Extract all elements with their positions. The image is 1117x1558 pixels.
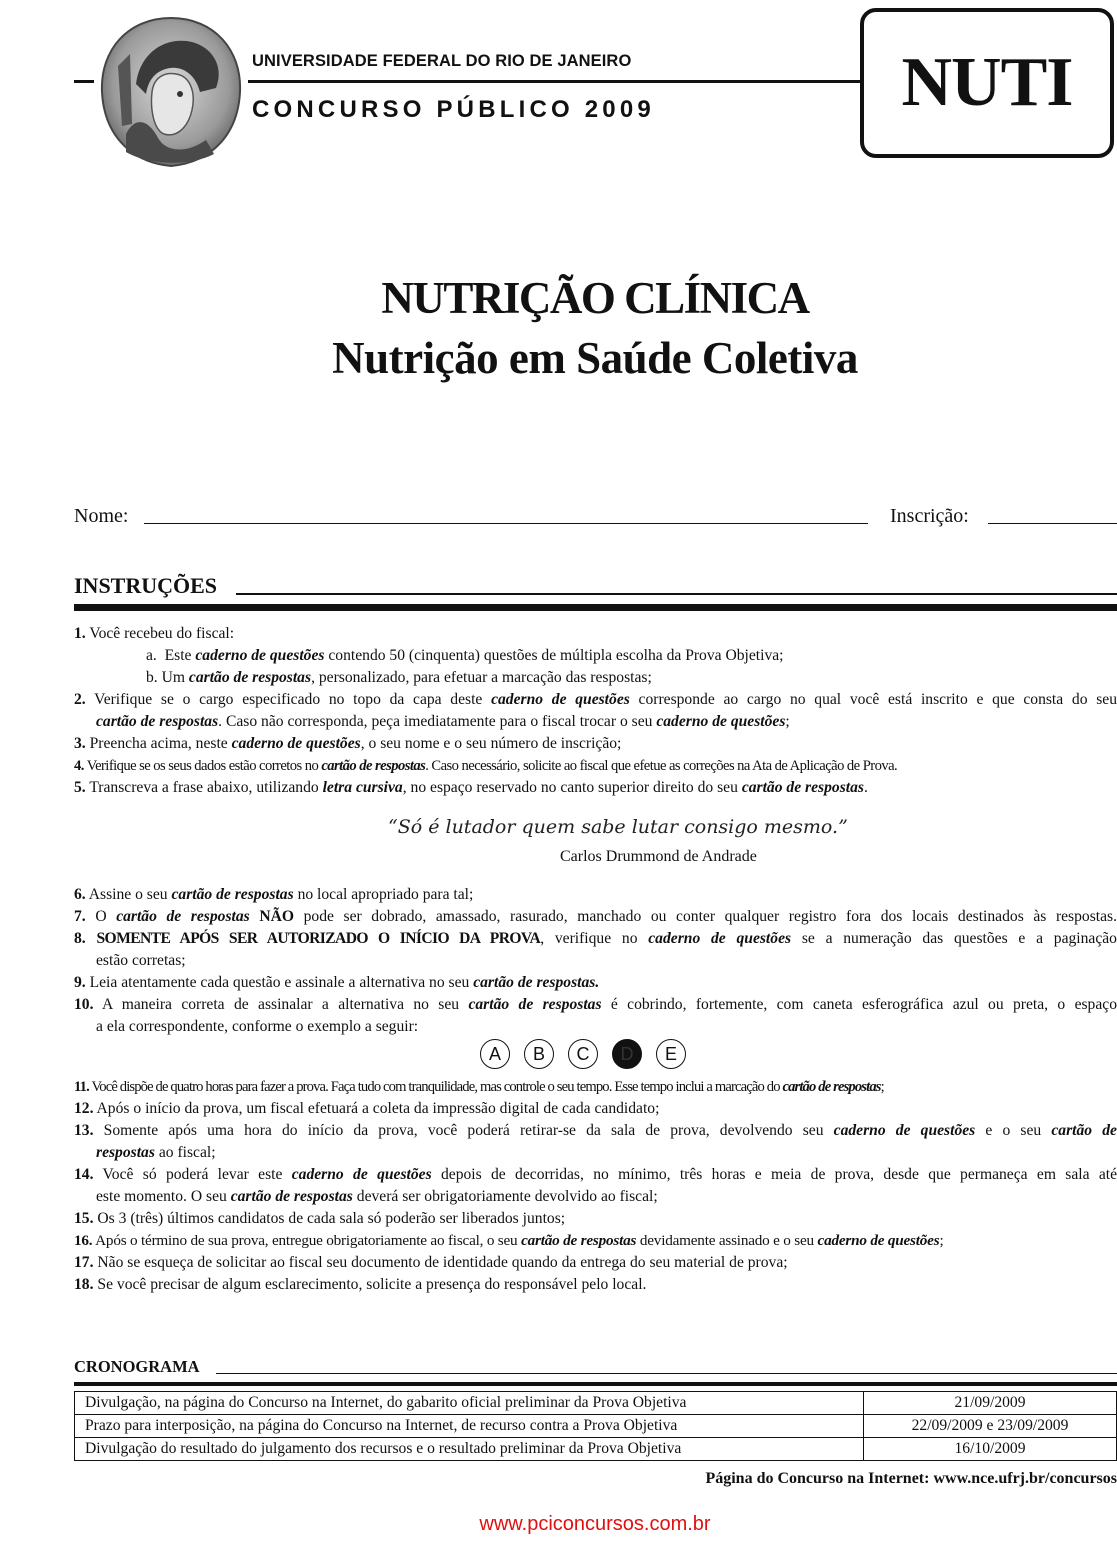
table-row	[75, 1415, 1117, 1438]
exam-code: NUTI	[901, 44, 1073, 121]
schedule-event: Divulgação do resultado do julgamento dos recursos e o resultado preliminar da Prova Objetiva	[75, 1438, 864, 1461]
schedule-table	[74, 1391, 1117, 1461]
table-row	[75, 1392, 1117, 1415]
schedule-heading: CRONOGRAMA	[74, 1357, 200, 1376]
instruction-3: 3. Preencha acima, neste caderno de questões, o seu nome e o seu número de inscrição;	[74, 735, 622, 752]
answer-example	[480, 1039, 686, 1069]
contest-website: Página do Concurso na Internet: www.nce.ufrj.br/concursos	[705, 1470, 1117, 1487]
answer-bubble-d-filled: D	[612, 1039, 642, 1069]
instructions-heading: INSTRUÇÕES	[74, 573, 218, 598]
table-row	[75, 1438, 1117, 1461]
answer-bubble-c: C	[568, 1039, 598, 1069]
quote: “Só é lutador quem sabe lutar consigo mesmo.”	[388, 816, 848, 838]
header-rule	[248, 80, 860, 83]
university-name: UNIVERSIDADE FEDERAL DO RIO DE JANEIRO	[252, 52, 632, 70]
instruction-1a: a. Este caderno de questões contendo 50 (cinquenta) questões de múltipla escolha da Prova Objetiva;	[146, 647, 784, 664]
header-rule-left	[74, 80, 94, 83]
instructions-rule-thick	[74, 604, 1117, 611]
schedule-date: 22/09/2009 e 23/09/2009	[864, 1415, 1117, 1438]
instruction-16: 16. Após o término de sua prova, entregue obrigatoriamente ao fiscal, o seu cartão de respostas devidamente assinado e o seu caderno de questões;	[74, 1232, 944, 1249]
instruction-8-cont: estão corretas;	[96, 952, 186, 969]
instruction-14: 14. Você só poderá levar este caderno de questões depois de decorridas, no mínimo, três horas e meia de prova, desde que permaneça em sala até	[74, 1166, 1117, 1183]
instruction-12: 12. Após o início da prova, um fiscal efetuará a coleta da impressão digital de cada candidato;	[74, 1100, 660, 1117]
instruction-7: 7. O cartão de respostas NÃO pode ser dobrado, amassado, rasurado, manchado ou conter qualquer registro fora dos locais destinados às respostas.	[74, 908, 1117, 925]
name-label: Nome:	[74, 505, 129, 527]
instruction-1b: b. Um cartão de respostas, personalizado, para efetuar a marcação das respostas;	[146, 669, 652, 686]
registration-label: Inscrição:	[890, 505, 969, 527]
schedule-date: 16/10/2009	[864, 1438, 1117, 1461]
name-field[interactable]	[144, 523, 868, 524]
schedule-rule-thick	[74, 1382, 1117, 1386]
instruction-2: 2. Verifique se o cargo especificado no topo da capa deste caderno de questões corresponde ao cargo no qual você está inscrito e que consta do seu	[74, 691, 1117, 708]
instruction-8: 8. SOMENTE APÓS SER AUTORIZADO O INÍCIO DA PROVA, verifique no caderno de questões se a numeração das questões e a paginação	[74, 930, 1117, 947]
university-logo	[96, 14, 246, 170]
exam-code-box	[860, 8, 1114, 158]
instruction-1: 1. Você recebeu do fiscal:	[74, 625, 235, 642]
instruction-18: 18. Se você precisar de algum esclarecimento, solicite a presença do responsável pelo local.	[74, 1276, 647, 1293]
schedule-event: Divulgação, na página do Concurso na Internet, do gabarito oficial preliminar da Prova Objetiva	[75, 1392, 864, 1415]
instruction-10-cont: a ela correspondente, conforme o exemplo a seguir:	[96, 1018, 419, 1035]
exam-subtitle: Nutrição em Saúde Coletiva	[332, 333, 858, 383]
instruction-10: 10. A maneira correta de assinalar a alternativa no seu cartão de respostas é cobrindo, fortemente, com caneta esferográfica azul ou preta, o espaço	[74, 996, 1117, 1013]
instruction-9: 9. Leia atentamente cada questão e assinale a alternativa no seu cartão de respostas.	[74, 974, 600, 991]
schedule-rule	[216, 1373, 1117, 1374]
instruction-2-cont: cartão de respostas. Caso não corresponda, peça imediatamente para o fiscal trocar o seu caderno de questões;	[96, 713, 790, 730]
footer-url[interactable]: www.pciconcursos.com.br	[479, 1513, 711, 1535]
instructions-rule	[236, 593, 1117, 595]
quote-author: Carlos Drummond de Andrade	[560, 848, 757, 865]
instruction-6: 6. Assine o seu cartão de respostas no local apropriado para tal;	[74, 886, 474, 903]
answer-bubble-e: E	[656, 1039, 686, 1069]
instruction-13-cont: respostas ao fiscal;	[96, 1144, 216, 1161]
instruction-17: 17. Não se esqueça de solicitar ao fiscal seu documento de identidade quando da entrega do seu material de prova;	[74, 1254, 788, 1271]
exam-title: NUTRIÇÃO CLÍNICA	[381, 273, 809, 323]
instruction-11: 11. Você dispõe de quatro horas para fazer a prova. Faça tudo com tranquilidade, mas controle o seu tempo. Esse tempo inclui a marcação do cartão de respostas;	[74, 1079, 884, 1095]
instruction-4: 4. Verifique se os seus dados estão corretos no cartão de respostas. Caso necessário, solicite ao fiscal que efetue as correções na Ata de Aplicação de Prova.	[74, 758, 898, 774]
registration-field[interactable]	[988, 523, 1117, 524]
answer-bubble-b: B	[524, 1039, 554, 1069]
instruction-14-cont: este momento. O seu cartão de respostas deverá ser obrigatoriamente devolvido ao fiscal;	[96, 1188, 658, 1205]
instruction-15: 15. Os 3 (três) últimos candidatos de cada sala só poderão ser liberados juntos;	[74, 1210, 566, 1227]
contest-title: CONCURSO PÚBLICO 2009	[252, 96, 655, 123]
schedule-date: 21/09/2009	[864, 1392, 1117, 1415]
schedule-event: Prazo para interposição, na página do Concurso na Internet, de recurso contra a Prova Objetiva	[75, 1415, 864, 1438]
instruction-5: 5. Transcreva a frase abaixo, utilizando letra cursiva, no espaço reservado no canto superior direito do seu cartão de respostas.	[74, 779, 868, 796]
instruction-13: 13. Somente após uma hora do início da prova, você poderá retirar-se da sala de prova, devolvendo seu caderno de questões e o seu cartão de	[74, 1122, 1117, 1139]
answer-bubble-a: A	[480, 1039, 510, 1069]
